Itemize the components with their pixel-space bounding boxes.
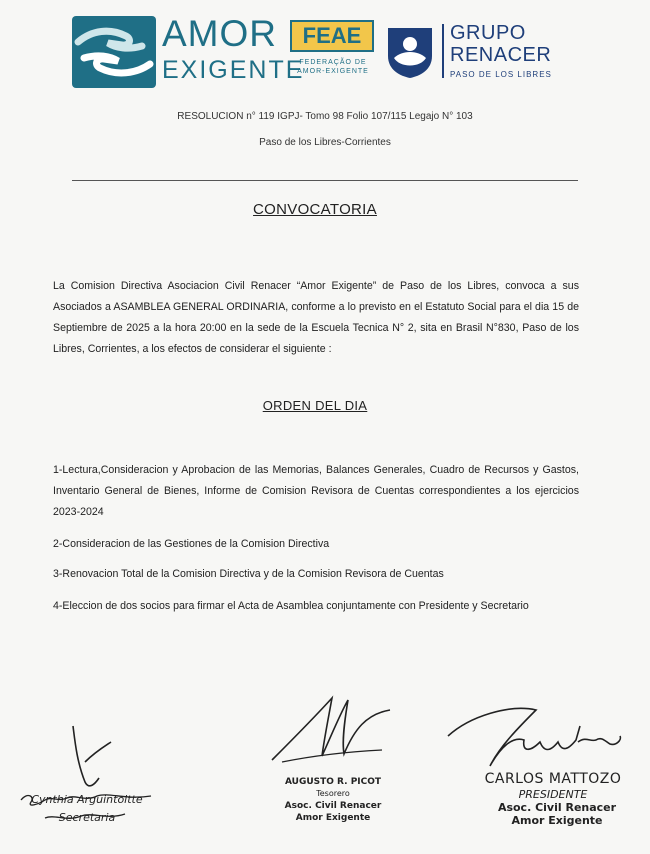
presidente-role: PRESIDENTE <box>518 788 588 801</box>
feae-text: FEAE <box>290 20 374 52</box>
tesorero-org-2: Amor Exigente <box>295 813 371 823</box>
tesorero-signature <box>262 690 402 780</box>
hands-logo-icon <box>72 16 156 88</box>
document-title: CONVOCATORIA <box>253 201 377 218</box>
agenda-item-2: 2-Consideracion de las Gestiones de la Comision Directiva <box>53 538 330 550</box>
agenda-title: ORDEN DEL DIA <box>262 398 368 413</box>
secretaria-role: Secretaria <box>58 811 116 824</box>
logo-amor-text: AMOR <box>162 13 277 54</box>
location-line: Paso de los Libres-Corrientes <box>259 137 391 148</box>
logo-grupo-title <box>450 22 551 66</box>
logo-grupo-subtitle: PASO DE LOS LIBRES <box>450 70 552 79</box>
tesorero-org-1: Asoc. Civil Renacer <box>284 801 382 811</box>
header-divider <box>72 180 578 181</box>
logo-exigente-text: EXIGENTE <box>162 56 305 84</box>
agenda-item-3: 3-Renovacion Total de la Comision Directiva y de la Comision Revisora de Cuentas <box>53 568 444 580</box>
agenda-item-1: 1-Lectura,Consideracion y Aprobacion de las Memorias, Balances Generales, Cuadro de Recursos y Gastos, Inventario General de Bienes, Informe de Comision Revisora de Cuentas correspondientes a los ejercicios 2023-2024 <box>53 464 579 518</box>
presidente-name: CARLOS MATTOZO <box>484 771 622 787</box>
feae-subtitle: FEDERAÇÃO DE AMOR-EXIGENTE <box>297 59 369 75</box>
renacer-emblem-icon <box>384 20 436 80</box>
feae-logo <box>288 20 378 84</box>
presidente-org-1: Asoc. Civil Renacer <box>497 801 617 814</box>
tesorero-name: AUGUSTO R. PICOT <box>284 777 382 787</box>
logo-grupo-word: GRUPO <box>450 22 526 44</box>
logo-renacer-word: RENACER <box>450 44 552 66</box>
intro-paragraph: La Comision Directiva Asociacion Civil Renacer “Amor Exigente” de Paso de los Libres, convoca a sus Asociados a ASAMBLEA GENERAL ORDINARIA, conforme a lo previsto en el Estatuto Social para el dia 15 de Septiembre de 2025 a la hora 20:00 en la sede de la Escuela Tecnica N° 2, sita en Brasil N°830, Paso de los Libres, Corrientes, a los efectos de considerar el siguiente : <box>53 280 579 355</box>
resolucion-line: RESOLUCION n° 119 IGPJ- Tomo 98 Folio 107/115 Legajo N° 103 <box>177 111 473 122</box>
amor-exigente-logo <box>72 13 305 90</box>
logo-divider <box>442 24 444 78</box>
agenda-item-4: 4-Eleccion de dos socios para firmar el Acta de Asamblea conjuntamente con Presidente y Secretario <box>53 600 529 612</box>
secretaria-name: Cynthia Arguintoltte <box>31 793 143 806</box>
presidente-org-2: Amor Exigente <box>511 814 603 827</box>
grupo-renacer-logo <box>384 20 559 84</box>
tesorero-role: Tesorero <box>316 789 350 798</box>
